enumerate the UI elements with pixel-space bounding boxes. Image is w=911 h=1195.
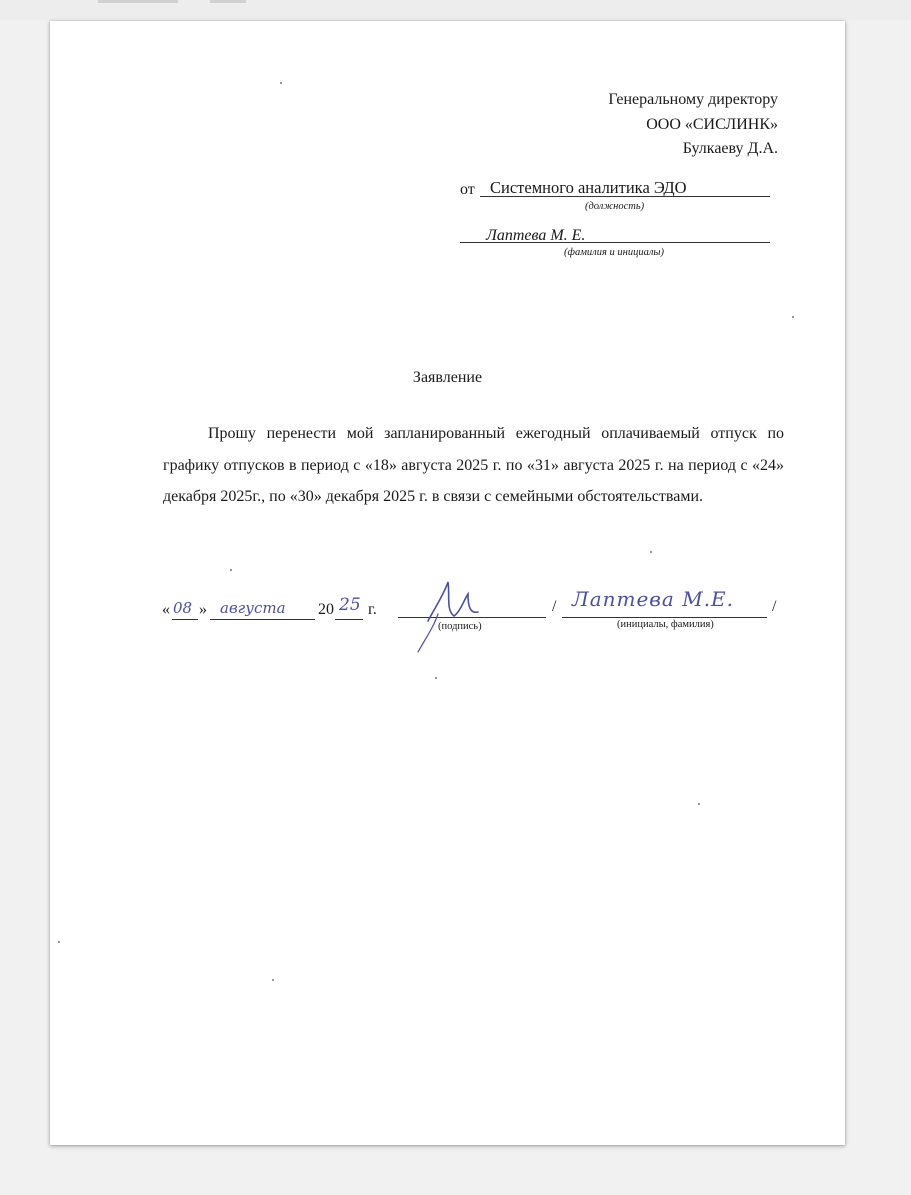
document-page: [50, 21, 845, 1145]
date-year-handwritten: 25: [339, 595, 361, 615]
from-prefix: от: [460, 181, 475, 198]
day-underline: [172, 619, 198, 620]
scan-speck: [650, 551, 652, 553]
month-underline: [210, 619, 315, 620]
date-day-handwritten: 08: [173, 599, 193, 617]
signature-caption: (подпись): [438, 621, 482, 632]
initials-caption: (инициалы, фамилия): [617, 619, 714, 630]
addressee-line-3: Булкаеву Д.А.: [682, 140, 778, 157]
date-year-prefix: 20: [318, 601, 334, 618]
scan-speck: [435, 677, 437, 679]
position-caption: (должность): [585, 201, 645, 212]
scan-speck: [272, 979, 274, 981]
viewer-top-bar: [0, 0, 911, 20]
statement-body: [163, 418, 784, 513]
scan-speck: [792, 316, 794, 318]
handwritten-signature: [398, 576, 538, 656]
date-year-suffix: г.: [368, 601, 377, 618]
year-underline: [335, 619, 363, 620]
scan-speck: [230, 569, 232, 571]
viewer-tab[interactable]: [210, 0, 246, 3]
statement-paragraph: Прошу перенести мой запланированный ежегодный оплачиваемый отпуск по графику отпусков в период с «18» августа 2025 г. по «31» августа 2025 г. на период с «24» декабря 2025г., по «30» декабря 2025 г. в связи с семейными обстоятельствами.: [163, 425, 784, 505]
date-month-handwritten: августа: [220, 599, 286, 617]
initials-slash-left: /: [552, 598, 557, 615]
initials-underline: [562, 617, 767, 618]
name-caption: (фамилия и инициалы): [564, 247, 665, 258]
date-close-quote: »: [199, 601, 207, 618]
scan-speck: [280, 82, 282, 84]
viewer-tab[interactable]: [98, 0, 178, 3]
scan-speck: [58, 941, 60, 943]
date-open-quote: «: [162, 601, 170, 618]
initials-handwritten: Лаптева М.Е.: [572, 587, 735, 611]
name-value: Лаптева М. Е.: [486, 227, 586, 244]
addressee-line-1: Генеральному директору: [608, 91, 778, 108]
scan-speck: [698, 803, 700, 805]
addressee-line-2: ООО «СИСЛИНК»: [646, 116, 778, 133]
document-title: Заявление: [412, 369, 483, 386]
position-value: Системного аналитика ЭДО: [490, 178, 687, 197]
initials-slash-right: /: [772, 598, 777, 615]
